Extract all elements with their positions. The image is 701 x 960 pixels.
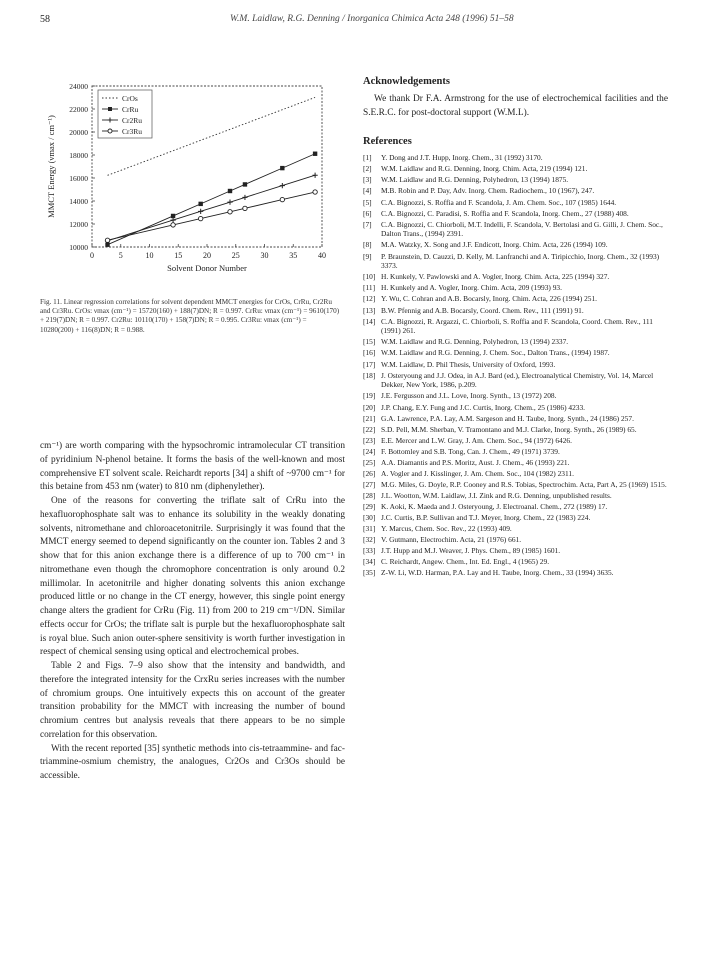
reference-number: [30]	[363, 513, 376, 523]
x-tick-label: 35	[289, 251, 298, 260]
reference-text: J.L. Wootton, W.M. Laidlaw, J.I. Zink and R.G. Denning, unpublished results.	[381, 491, 612, 500]
reference-item	[363, 513, 668, 523]
reference-item	[363, 348, 668, 358]
reference-item	[363, 317, 668, 337]
reference-text: C.A. Bignozzi, C. Chiorboli, M.T. Indelli, F. Scandola, V. Bertolasi and G. Gilli, J. Chem. Soc., Dalton Trans., (1994) 2391.	[381, 219, 663, 239]
reference-text: Y. Wu, C. Cohran and A.B. Bocarsly, Inorg. Chim. Acta, 226 (1994) 251.	[381, 294, 597, 304]
x-tick-label: 10	[145, 251, 154, 260]
reference-number: [28]	[363, 491, 376, 500]
reference-item	[363, 557, 668, 567]
reference-text: W.M. Laidlaw and R.G. Denning, Polyhedron, 13 (1994) 1875.	[381, 175, 569, 185]
reference-item	[363, 198, 668, 208]
reference-list	[363, 153, 668, 578]
data-point-crru	[280, 166, 284, 170]
reference-item	[363, 480, 668, 490]
reference-item	[363, 535, 668, 545]
y-tick-label: 22000	[69, 105, 88, 114]
reference-item	[363, 294, 668, 304]
data-point-cr2ru	[242, 195, 247, 200]
reference-number: [33]	[363, 546, 376, 556]
reference-text: E.E. Mercer and L.W. Gray, J. Am. Chem. Soc., 94 (1972) 6426.	[381, 435, 572, 445]
reference-text: J.P. Chang, E.Y. Fung and J.C. Curtis, Inorg. Chem., 25 (1986) 4233.	[381, 402, 586, 412]
reference-text: P. Braunstein, D. Cauzzi, D. Kelly, M. Lanfranchi and A. Tiripicchio, Inorg. Chem., 32 (1993) 3373.	[381, 251, 660, 271]
reference-number: [35]	[363, 568, 376, 578]
references-heading: References	[363, 136, 412, 148]
reference-number: [31]	[363, 524, 376, 534]
reference-text: K. Aoki, K. Maeda and J. Osteryoung, J. Electroanal. Chem., 272 (1989) 17.	[381, 502, 608, 512]
reference-number: [21]	[363, 413, 376, 423]
reference-text: Y. Marcus, Chem. Soc. Rev., 22 (1993) 409.	[381, 524, 512, 534]
reference-text: A.A. Diamantis and P.S. Moritz, Aust. J. Chem., 46 (1993) 221.	[381, 457, 570, 467]
reference-number: [29]	[363, 502, 376, 512]
reference-number: [5]	[363, 197, 372, 207]
reference-text: M.A. Watzky, X. Song and J.F. Endicott, Inorg. Chim. Acta, 226 (1994) 109.	[381, 240, 608, 250]
data-point-crru	[171, 214, 175, 218]
reference-item	[363, 568, 668, 578]
reference-number: [14]	[363, 316, 376, 326]
reference-item	[363, 425, 668, 435]
reference-number: [34]	[363, 557, 376, 567]
figure-11	[40, 72, 340, 287]
reference-number: [19]	[363, 391, 376, 401]
x-tick-label: 15	[174, 251, 183, 260]
reference-item	[363, 403, 668, 413]
reference-text: W.M. Laidlaw and R.G. Denning, J. Chem. Soc., Dalton Trans., (1994) 1987.	[381, 348, 610, 358]
data-point-cr3ru	[171, 223, 175, 227]
reference-text: J.C. Curtis, B.P. Sullivan and T.J. Meyer, Inorg. Chem., 22 (1983) 224.	[381, 513, 591, 523]
reference-text: W.M. Laidlaw and R.G. Denning, Polyhedron, 13 (1994) 2337.	[381, 337, 569, 347]
reference-item	[363, 414, 668, 424]
reference-number: [10]	[363, 272, 376, 282]
reference-item	[363, 436, 668, 446]
reference-text: G.A. Lawrence, P.A. Lay, A.M. Sargeson and H. Taube, Inorg. Synth., 24 (1986) 257.	[381, 413, 634, 423]
x-tick-label: 30	[260, 251, 269, 260]
legend-label: CrOs	[122, 94, 138, 103]
x-axis-label: Solvent Donor Number	[167, 263, 247, 273]
reference-number: [11]	[363, 283, 376, 293]
paragraph: One of the reasons for converting the triflate salt of CrRu into the hexafluorophosphate salt was to enhance its solubility in the weakly donating solvents, nitromethane and chloroacetonitrile. Surprisingly it was found that the MMCT energy seemed to depend significantly on the counter ion. Tables 2 and 3 show that for this anion exchange there is a difference of up to 700 cm⁻¹ in nitromethane even though the chromophore concentration is only around 0.2 millimolar. In acetonitrile and higher donating solvents this anion exchange produced little or no change in the CT energy, however, this single point energy change alters the gradient for CrRu (Fig. 11) from 200 to 219 cm⁻¹/DN. Similar effects occur for CrOs; the triflate salt is purple but the hexafluorophosphate salt is royal blue. Such anion outer-sphere sensitivity is worth further investigation in respect of chemical sensing using optical and electrochemical probes.	[40, 496, 345, 658]
body-text-left	[40, 440, 345, 784]
reference-text: V. Gutmann, Electrochim. Acta, 21 (1976) 661.	[381, 535, 522, 545]
data-point-cr2ru	[280, 183, 285, 188]
reference-item	[363, 209, 668, 219]
data-point-cr2ru	[170, 217, 175, 222]
data-point-crru	[228, 189, 232, 193]
x-tick-label: 0	[90, 251, 94, 260]
data-point-cr3ru	[228, 210, 232, 214]
reference-number: [16]	[363, 348, 376, 358]
x-tick-label: 20	[203, 251, 211, 260]
reference-text: Y. Dong and J.T. Hupp, Inorg. Chem., 31 (1992) 3170.	[381, 153, 543, 163]
reference-item	[363, 546, 668, 556]
y-tick-label: 16000	[69, 174, 88, 183]
reference-number: [22]	[363, 424, 376, 434]
reference-text: J.E. Fergusson and J.L. Love, Inorg. Synth., 13 (1972) 208.	[381, 391, 557, 401]
reference-number: [7]	[363, 219, 372, 229]
page-number: 58	[40, 14, 50, 25]
data-point-crru	[313, 152, 317, 156]
figure-caption: Fig. 11. Linear regression correlations for solvent dependent MMCT energies for CrOs, CrRu, Cr2Ru and Cr3Ru. CrOs: νmax (cm⁻¹) = 15720(160) + 188(7)DN; R = 0.997. CrRu: νmax (cm⁻¹) = 9610(170) + 219(7)DN; R = 0.997. Cr2Ru: 10110(170) + 158(7)DN; R = 0.995. Cr3Ru: νmax (cm⁻¹) = 10280(200) + 116(8)DN; R = 0.988.	[40, 298, 340, 334]
paragraph: With the recent reported [35] synthetic methods into cis-tetraammine- and fac-triammine-osmium chemistry, the analogues, Cr2Os and Cr3Os should be accessible.	[40, 743, 345, 781]
y-tick-label: 10000	[69, 243, 88, 252]
paragraph: cm⁻¹) are worth comparing with the hypsochromic intramolecular CT transition of pyridinium N-phenol betaine. It forms the basis of the well-known and most comprehensive ET solvent scale. Reichardt reports [34] a shift of ~9700 cm⁻¹ for this betaine from 453 nm (water) to 810 nm (diphenylether).	[40, 441, 345, 493]
reference-item	[363, 186, 668, 196]
reference-text: C. Reichardt, Angew. Chem., Int. Ed. Engl., 4 (1965) 29.	[381, 557, 550, 567]
reference-item	[363, 220, 668, 240]
data-point-cr2ru	[198, 209, 203, 214]
reference-number: [27]	[363, 479, 376, 489]
legend-label: Cr3Ru	[122, 127, 143, 136]
reference-item	[363, 252, 668, 272]
reference-item	[363, 524, 668, 534]
reference-number: [15]	[363, 337, 376, 347]
running-head: W.M. Laidlaw, R.G. Denning / Inorganica Chimica Acta 248 (1996) 51–58	[230, 14, 514, 24]
acknowledgements-heading: Acknowledgements	[363, 76, 450, 87]
legend-label: CrRu	[122, 105, 139, 114]
data-point-cr3ru	[243, 206, 247, 210]
y-tick-label: 18000	[69, 151, 88, 160]
y-tick-label: 20000	[69, 128, 88, 137]
reference-text: A. Vogler and J. Kisslinger, J. Am. Chem. Soc., 104 (1982) 2311.	[381, 468, 574, 478]
reference-number: [12]	[363, 294, 376, 304]
reference-item	[363, 240, 668, 250]
x-tick-label: 40	[318, 251, 326, 260]
reference-item	[363, 447, 668, 457]
reference-item	[363, 164, 668, 174]
reference-item	[363, 283, 668, 293]
data-point-cr3ru	[105, 238, 109, 242]
reference-item	[363, 469, 668, 479]
data-point-cr3ru	[280, 197, 284, 201]
y-axis-label: MMCT Energy (νmax / cm⁻¹)	[46, 115, 56, 218]
data-point-crru	[243, 182, 247, 186]
data-point-cr2ru	[313, 173, 318, 178]
legend-label: Cr2Ru	[122, 116, 143, 125]
reference-number: [6]	[363, 208, 372, 218]
data-point-cr3ru	[198, 216, 202, 220]
legend-marker	[108, 129, 112, 133]
acknowledgements-text: We thank Dr F.A. Armstrong for the use of electrochemical facilities and the S.E.R.C. for post-doctoral support (W.M.L).	[363, 94, 668, 118]
reference-text: W.M. Laidlaw, D. Phil Thesis, University of Oxford, 1993.	[381, 359, 556, 369]
y-tick-label: 14000	[69, 197, 88, 206]
reference-text: F. Bottomley and S.B. Tong, Can. J. Chem., 49 (1971) 3739.	[381, 446, 560, 456]
y-tick-label: 12000	[69, 220, 88, 229]
reference-item	[363, 153, 668, 163]
legend-marker	[108, 107, 112, 111]
reference-text: J. Osteryoung and J.J. Odea, in A.J. Bard (ed.), Electroanalytical Chemistry, Vol. 14, Marcel Dekker, New York, 1986, p.209.	[381, 370, 654, 390]
reference-item	[363, 458, 668, 468]
reference-item	[363, 391, 668, 401]
x-tick-label: 25	[231, 251, 240, 260]
reference-text: W.M. Laidlaw and R.G. Denning, Inorg. Chim. Acta, 219 (1994) 121.	[381, 164, 588, 174]
reference-number: [3]	[363, 175, 372, 185]
reference-number: [26]	[363, 468, 376, 478]
reference-number: [24]	[363, 446, 376, 456]
reference-number: [2]	[363, 164, 372, 174]
series-line-cr2ru	[108, 175, 316, 241]
reference-number: [18]	[363, 370, 376, 380]
reference-item	[363, 175, 668, 185]
reference-text: C.A. Bignozzi, S. Roffia and F. Scandola, J. Am. Chem. Soc., 107 (1985) 1644.	[381, 197, 617, 207]
right-column	[363, 76, 668, 580]
mmct-chart	[40, 72, 340, 287]
reference-text: H. Kunkely, V. Pawlowski and A. Vogler, Inorg. Chim. Acta, 225 (1994) 327.	[381, 272, 610, 282]
reference-item	[363, 502, 668, 512]
reference-text: J.T. Hupp and M.J. Weaver, J. Phys. Chem., 89 (1985) 1601.	[381, 546, 561, 556]
reference-number: [1]	[363, 153, 372, 163]
reference-number: [9]	[363, 251, 372, 261]
reference-item	[363, 272, 668, 282]
reference-number: [25]	[363, 457, 376, 467]
reference-number: [13]	[363, 305, 376, 315]
x-tick-label: 5	[118, 251, 123, 260]
reference-number: [17]	[363, 359, 376, 369]
reference-number: [4]	[363, 186, 372, 196]
data-point-cr3ru	[313, 190, 317, 194]
reference-text: S.D. Pell, M.M. Sherban, V. Tramontano and M.J. Clarke, Inorg. Synth., 26 (1989) 65.	[381, 424, 637, 434]
reference-item	[363, 360, 668, 370]
reference-text: C.A. Bignozzi, C. Paradisi, S. Roffia and F. Scandola, Inorg. Chem., 27 (1988) 408.	[381, 208, 629, 218]
reference-text: H. Kunkely and A. Vogler, Inorg. Chim. Acta, 209 (1993) 93.	[381, 283, 562, 293]
reference-text: B.W. Pfennig and A.B. Bocarsly, Coord. Chem. Rev., 111 (1991) 91.	[381, 305, 584, 315]
reference-item	[363, 371, 668, 391]
reference-text: M.G. Miles, G. Doyle, R.P. Cooney and R.S. Tobias, Spectrochim. Acta, Part A, 25 (1969) 1515.	[381, 479, 667, 489]
reference-text: M.B. Robin and P. Day, Adv. Inorg. Chem. Radiochem., 10 (1967), 247.	[381, 186, 595, 196]
reference-text: Z-W. Li, W.D. Harman, P.A. Lay and H. Taube, Inorg. Chem., 33 (1994) 3635.	[381, 568, 614, 578]
data-point-crru	[198, 202, 202, 206]
reference-item	[363, 337, 668, 347]
reference-number: [20]	[363, 402, 376, 412]
reference-number: [32]	[363, 535, 376, 545]
paragraph: Table 2 and Figs. 7–9 also show that the intensity and bandwidth, and therefore the integrated intensity for the CrxRu series increases with the number of chromium groups. One intuitively expects this on account of the greater transition probability for the MMCT with increasing the number of bound chromium centres but analysis reveals that there appears to be no simple correlation for this observation.	[40, 661, 345, 740]
reference-item	[363, 306, 668, 316]
reference-item	[363, 491, 668, 501]
y-tick-label: 24000	[69, 82, 88, 91]
reference-number: [23]	[363, 435, 376, 445]
data-point-cr2ru	[227, 200, 232, 205]
reference-text: C.A. Bignozzi, R. Argazzi, C. Chiorboli, S. Roffia and F. Scandola, Coord. Chem. Rev., 111 (1991) 261.	[381, 316, 653, 336]
reference-number: [8]	[363, 240, 372, 250]
